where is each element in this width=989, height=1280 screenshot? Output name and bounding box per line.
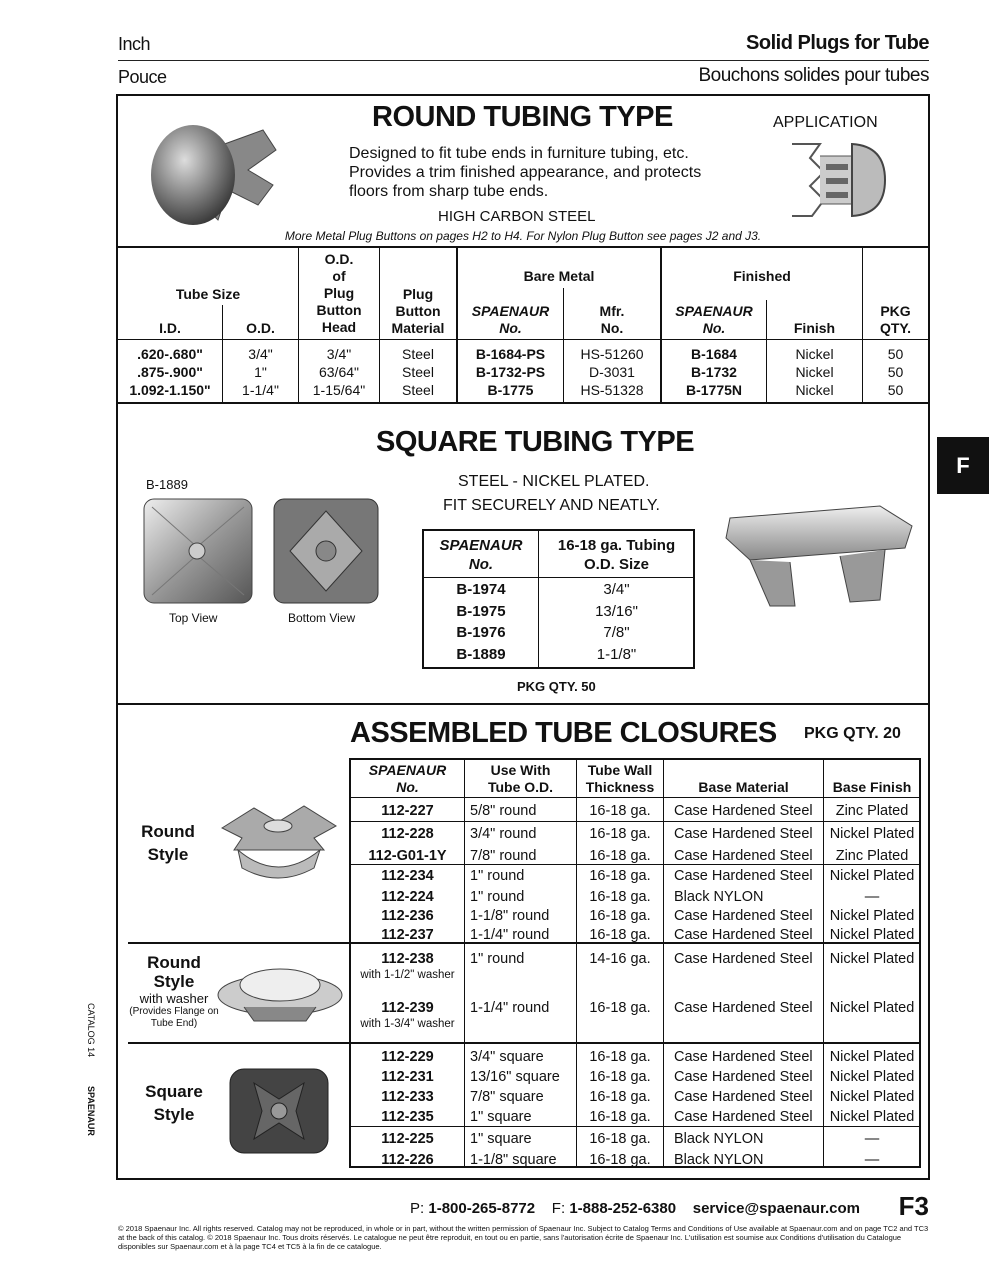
asm-row-finish: Zinc Plated [835, 848, 909, 864]
asm-row-wall: 14-16 ga. [589, 951, 651, 967]
asm-row-finish: Zinc Plated [835, 803, 909, 819]
asm-row-use: 1-1/8" square [470, 1152, 557, 1168]
round-material: HIGH CARBON STEEL [438, 208, 596, 225]
section-tab[interactable]: F [937, 437, 989, 494]
col-mfr: Mfr. No. [599, 303, 625, 336]
round-row-od: 1-1/4" [242, 382, 279, 398]
asm-col-material: Base Material [698, 779, 789, 795]
round-closure-photo [214, 798, 342, 884]
bottom-view-label: Bottom View [288, 611, 356, 625]
asm-row-finish: Nickel Plated [829, 826, 915, 842]
asm-row-finish: Nickel Plated [829, 1069, 915, 1085]
asm-row-material: Black NYLON [674, 1152, 764, 1168]
round-row-finish: Nickel [795, 346, 834, 362]
asm-row-no: 112-226 [381, 1152, 434, 1168]
round-row-mat: Steel [402, 364, 434, 380]
asm-row-finish: Nickel Plated [829, 951, 915, 967]
asm-row-no: 112-224 [381, 889, 434, 905]
assembled-pkg: PKG QTY. 20 [804, 725, 901, 742]
square-top-view-photo [142, 497, 254, 605]
washer-closure-photo [214, 955, 346, 1025]
round-row-finish: Nickel [795, 382, 834, 398]
round-row-pkg: 50 [887, 364, 904, 380]
col-finished: Finished [733, 268, 791, 284]
round-row-pkg: 50 [887, 346, 904, 362]
asm-row-use: 3/4" round [470, 826, 537, 842]
square-row-size: 3/4" [603, 581, 630, 598]
asm-row-no: 112-239 [381, 1000, 434, 1016]
header-subtitle: Bouchons solides pour tubes [698, 65, 929, 86]
asm-row-no: 112-227 [381, 803, 434, 819]
round-style-label: Round Style [141, 822, 195, 864]
asm-row-material: Case Hardened Steel [674, 868, 813, 884]
footer-email[interactable]: service@spaenaur.com [692, 1200, 860, 1217]
square-row-no: B-1974 [456, 581, 506, 598]
assembled-title: ASSEMBLED TUBE CLOSURES [350, 717, 777, 749]
square-pkg: PKG QTY. 50 [517, 679, 596, 694]
asm-row-washer: with 1-1/2" washer [360, 969, 455, 981]
side-brand: SPAENAUR [86, 1086, 96, 1136]
col-od: O.D. [246, 320, 275, 336]
asm-row-material: Case Hardened Steel [674, 927, 813, 943]
application-label: APPLICATION [773, 114, 878, 131]
asm-row-finish: Nickel Plated [829, 1000, 915, 1016]
top-view-label: Top View [169, 611, 218, 625]
asm-col-spa: SPAENAUR No. [368, 762, 447, 795]
asm-row-use: 3/4" square [470, 1049, 544, 1065]
asm-row-use: 5/8" round [470, 803, 537, 819]
square-row-no: B-1976 [456, 624, 506, 641]
asm-row-material: Case Hardened Steel [674, 951, 813, 967]
col-fin-spa: SPAENAUR No. [675, 303, 753, 336]
round-row-mfr: HS-51260 [580, 346, 644, 362]
round-row-head: 1-15/64" [312, 382, 366, 398]
round-row-bare: B-1684-PS [475, 346, 546, 362]
asm-row-wall: 16-18 ga. [589, 889, 651, 905]
col-tube-size: Tube Size [175, 286, 241, 302]
square-row-size: 7/8" [603, 624, 630, 641]
round-row-bare: B-1775 [487, 382, 534, 398]
page-number: F3 [898, 1191, 929, 1221]
round-plug-photo [148, 110, 278, 228]
asm-row-wall: 16-18 ga. [589, 1089, 651, 1105]
asm-row-use: 1" round [470, 889, 525, 905]
square-sub2: FIT SECURELY AND NEATLY. [443, 497, 660, 514]
footer-legal: © 2018 Spaenaur Inc. All rights reserved. Catalog may not be reproduced, in whole or in part, without the written permission of Spaenaur Inc. Subject to Catalog Terms and Conditions of Use available at Spaenaur.com and on page TC2 and TC3 at the back of this catalog. © 2018 Spaenaur Inc. Tous droits réservés. Le catalogue ne peut être reproduit, en tout ou en partie, sans l'autorisation écrite de Spaenaur Inc. L'utilisation est soumise aux Conditions d'utilisation du Catalogue disponibles sur Spaenaur.com et à la page TC4 et TC5 à la fin de ce catalogue. [118, 1224, 929, 1251]
asm-row-finish: Nickel Plated [829, 1049, 915, 1065]
asm-row-wall: 16-18 ga. [589, 826, 651, 842]
photo-label: B-1889 [146, 477, 188, 492]
round-row-id: 1.092-1.150" [129, 382, 211, 398]
asm-row-wall: 16-18 ga. [589, 848, 651, 864]
header-inch: Inch [118, 34, 151, 54]
round-row-fin_no: B-1732 [691, 364, 737, 380]
asm-row-material: Case Hardened Steel [674, 848, 813, 864]
round-note: More Metal Plug Buttons on pages H2 to H4. For Nylon Plug Button see pages J2 and J3. [284, 229, 762, 243]
asm-row-no: 112-229 [381, 1049, 434, 1065]
asm-row-use: 1-1/4" round [470, 927, 550, 943]
asm-row-material: Black NYLON [674, 889, 764, 905]
asm-row-wall: 16-18 ga. [589, 1109, 651, 1125]
round-row-mat: Steel [402, 382, 434, 398]
square-plug-photo [720, 498, 916, 610]
asm-row-use: 1-1/8" round [470, 908, 550, 924]
asm-row-material: Case Hardened Steel [674, 1069, 813, 1085]
square-col-size: 16-18 ga. Tubing O.D. Size [557, 537, 676, 573]
col-material: Plug Button Material [391, 286, 445, 336]
round-row-id: .875-.900" [137, 364, 203, 380]
asm-row-no: 112-228 [381, 826, 434, 842]
asm-row-wall: 16-18 ga. [589, 1000, 651, 1016]
asm-row-finish: — [864, 889, 880, 905]
asm-row-finish: Nickel Plated [829, 927, 915, 943]
asm-row-use: 1-1/4" round [470, 1000, 550, 1016]
asm-row-material: Case Hardened Steel [674, 1089, 813, 1105]
asm-row-wall: 16-18 ga. [589, 803, 651, 819]
round-row-fin_no: B-1684 [691, 346, 737, 362]
asm-row-material: Case Hardened Steel [674, 1109, 813, 1125]
col-bare-metal: Bare Metal [523, 268, 595, 284]
asm-row-material: Case Hardened Steel [674, 1000, 813, 1016]
asm-row-wall: 16-18 ga. [589, 1152, 651, 1168]
round-row-bare: B-1732-PS [475, 364, 546, 380]
asm-row-use: 1" round [470, 951, 525, 967]
square-row-no: B-1975 [456, 602, 506, 620]
round-title: ROUND TUBING TYPE [372, 101, 673, 133]
round-description: Designed to fit tube ends in furniture tubing, etc. Provides a trim finished appearance, and protects floors from sharp tube ends. [349, 145, 702, 200]
asm-row-material: Case Hardened Steel [674, 908, 813, 924]
asm-row-finish: — [864, 1131, 880, 1147]
header-title: Solid Plugs for Tube [746, 32, 929, 54]
square-row-no: B-1889 [456, 645, 506, 663]
col-id: I.D. [159, 320, 181, 336]
asm-row-material: Case Hardened Steel [674, 803, 813, 819]
asm-row-no: 112-238 [381, 951, 434, 967]
asm-row-no: 112-G01-1Y [368, 848, 447, 864]
round-row-head: 63/64" [318, 364, 359, 380]
asm-row-use: 7/8" square [470, 1089, 544, 1105]
side-catalog: CATALOG 14 [86, 1003, 96, 1058]
washer-style-label: Round Style with washer (Provides Flange on Tube End) [129, 953, 219, 1029]
col-finish: Finish [793, 320, 836, 336]
asm-row-material: Black NYLON [674, 1131, 764, 1147]
asm-row-use: 1" square [470, 1131, 532, 1147]
asm-col-use: Use With Tube O.D. [487, 762, 554, 795]
round-row-mfr: HS-51328 [580, 382, 644, 398]
application-diagram [790, 136, 890, 224]
asm-row-finish: Nickel Plated [829, 908, 915, 924]
asm-row-finish: Nickel Plated [829, 868, 915, 884]
header-divider [118, 60, 929, 61]
square-row-size: 13/16" [595, 602, 638, 620]
asm-row-finish: Nickel Plated [829, 1109, 915, 1125]
asm-row-material: Case Hardened Steel [674, 1049, 813, 1065]
square-style-label: Square Style [145, 1082, 203, 1124]
round-row-mfr: D-3031 [589, 364, 635, 380]
asm-row-no: 112-237 [381, 927, 434, 943]
footer-fax: 1-888-252-6380 [569, 1200, 677, 1217]
asm-row-wall: 16-18 ga. [589, 908, 651, 924]
round-row-fin_no: B-1775N [685, 382, 743, 398]
col-pkg: PKG QTY. [879, 303, 912, 336]
asm-row-use: 7/8" round [470, 848, 537, 864]
square-title: SQUARE TUBING TYPE [376, 426, 695, 458]
asm-row-wall: 16-18 ga. [589, 1131, 651, 1147]
asm-row-no: 112-234 [381, 868, 434, 884]
asm-row-washer: with 1-3/4" washer [360, 1018, 455, 1030]
asm-row-material: Case Hardened Steel [674, 826, 813, 842]
round-row-mat: Steel [402, 346, 434, 362]
asm-row-no: 112-233 [381, 1089, 434, 1105]
square-bottom-view-photo [272, 497, 380, 605]
asm-row-wall: 16-18 ga. [589, 1049, 651, 1065]
asm-row-no: 112-236 [381, 908, 434, 924]
asm-col-finish: Base Finish [832, 779, 912, 795]
round-row-finish: Nickel [795, 364, 834, 380]
asm-row-use: 1" square [470, 1109, 532, 1125]
round-row-od: 1" [254, 364, 267, 380]
round-row-head: 3/4" [326, 346, 352, 362]
asm-row-no: 112-235 [381, 1109, 434, 1125]
square-row-size: 1-1/8" [596, 645, 637, 663]
asm-row-finish: — [864, 1152, 880, 1168]
col-od-head: O.D. of Plug Button Head [316, 251, 362, 335]
footer-phone[interactable]: 1-800-265-8772 [428, 1200, 536, 1217]
square-closure-photo [224, 1063, 334, 1159]
asm-row-wall: 16-18 ga. [589, 1069, 651, 1085]
asm-col-wall: Tube Wall Thickness [585, 762, 655, 795]
header-pouce: Pouce [118, 67, 167, 87]
asm-row-use: 13/16" square [470, 1069, 560, 1085]
square-sub1: STEEL - NICKEL PLATED. [458, 473, 650, 490]
asm-row-wall: 16-18 ga. [589, 927, 651, 943]
round-row-od: 3/4" [248, 346, 273, 362]
asm-row-wall: 16-18 ga. [589, 868, 651, 884]
square-col-spa: SPAENAUR No. [439, 537, 523, 573]
footer-contact: P: 1-800-265-8772 F: 1-888-252-6380 service@spaenaur.com [410, 1200, 860, 1217]
col-bare-spa: SPAENAUR No. [471, 303, 550, 336]
round-row-id: .620-.680" [137, 346, 203, 362]
asm-row-use: 1" round [470, 868, 525, 884]
asm-row-no: 112-225 [381, 1131, 434, 1147]
asm-row-finish: Nickel Plated [829, 1089, 915, 1105]
asm-row-no: 112-231 [381, 1069, 434, 1085]
round-row-pkg: 50 [887, 382, 904, 398]
